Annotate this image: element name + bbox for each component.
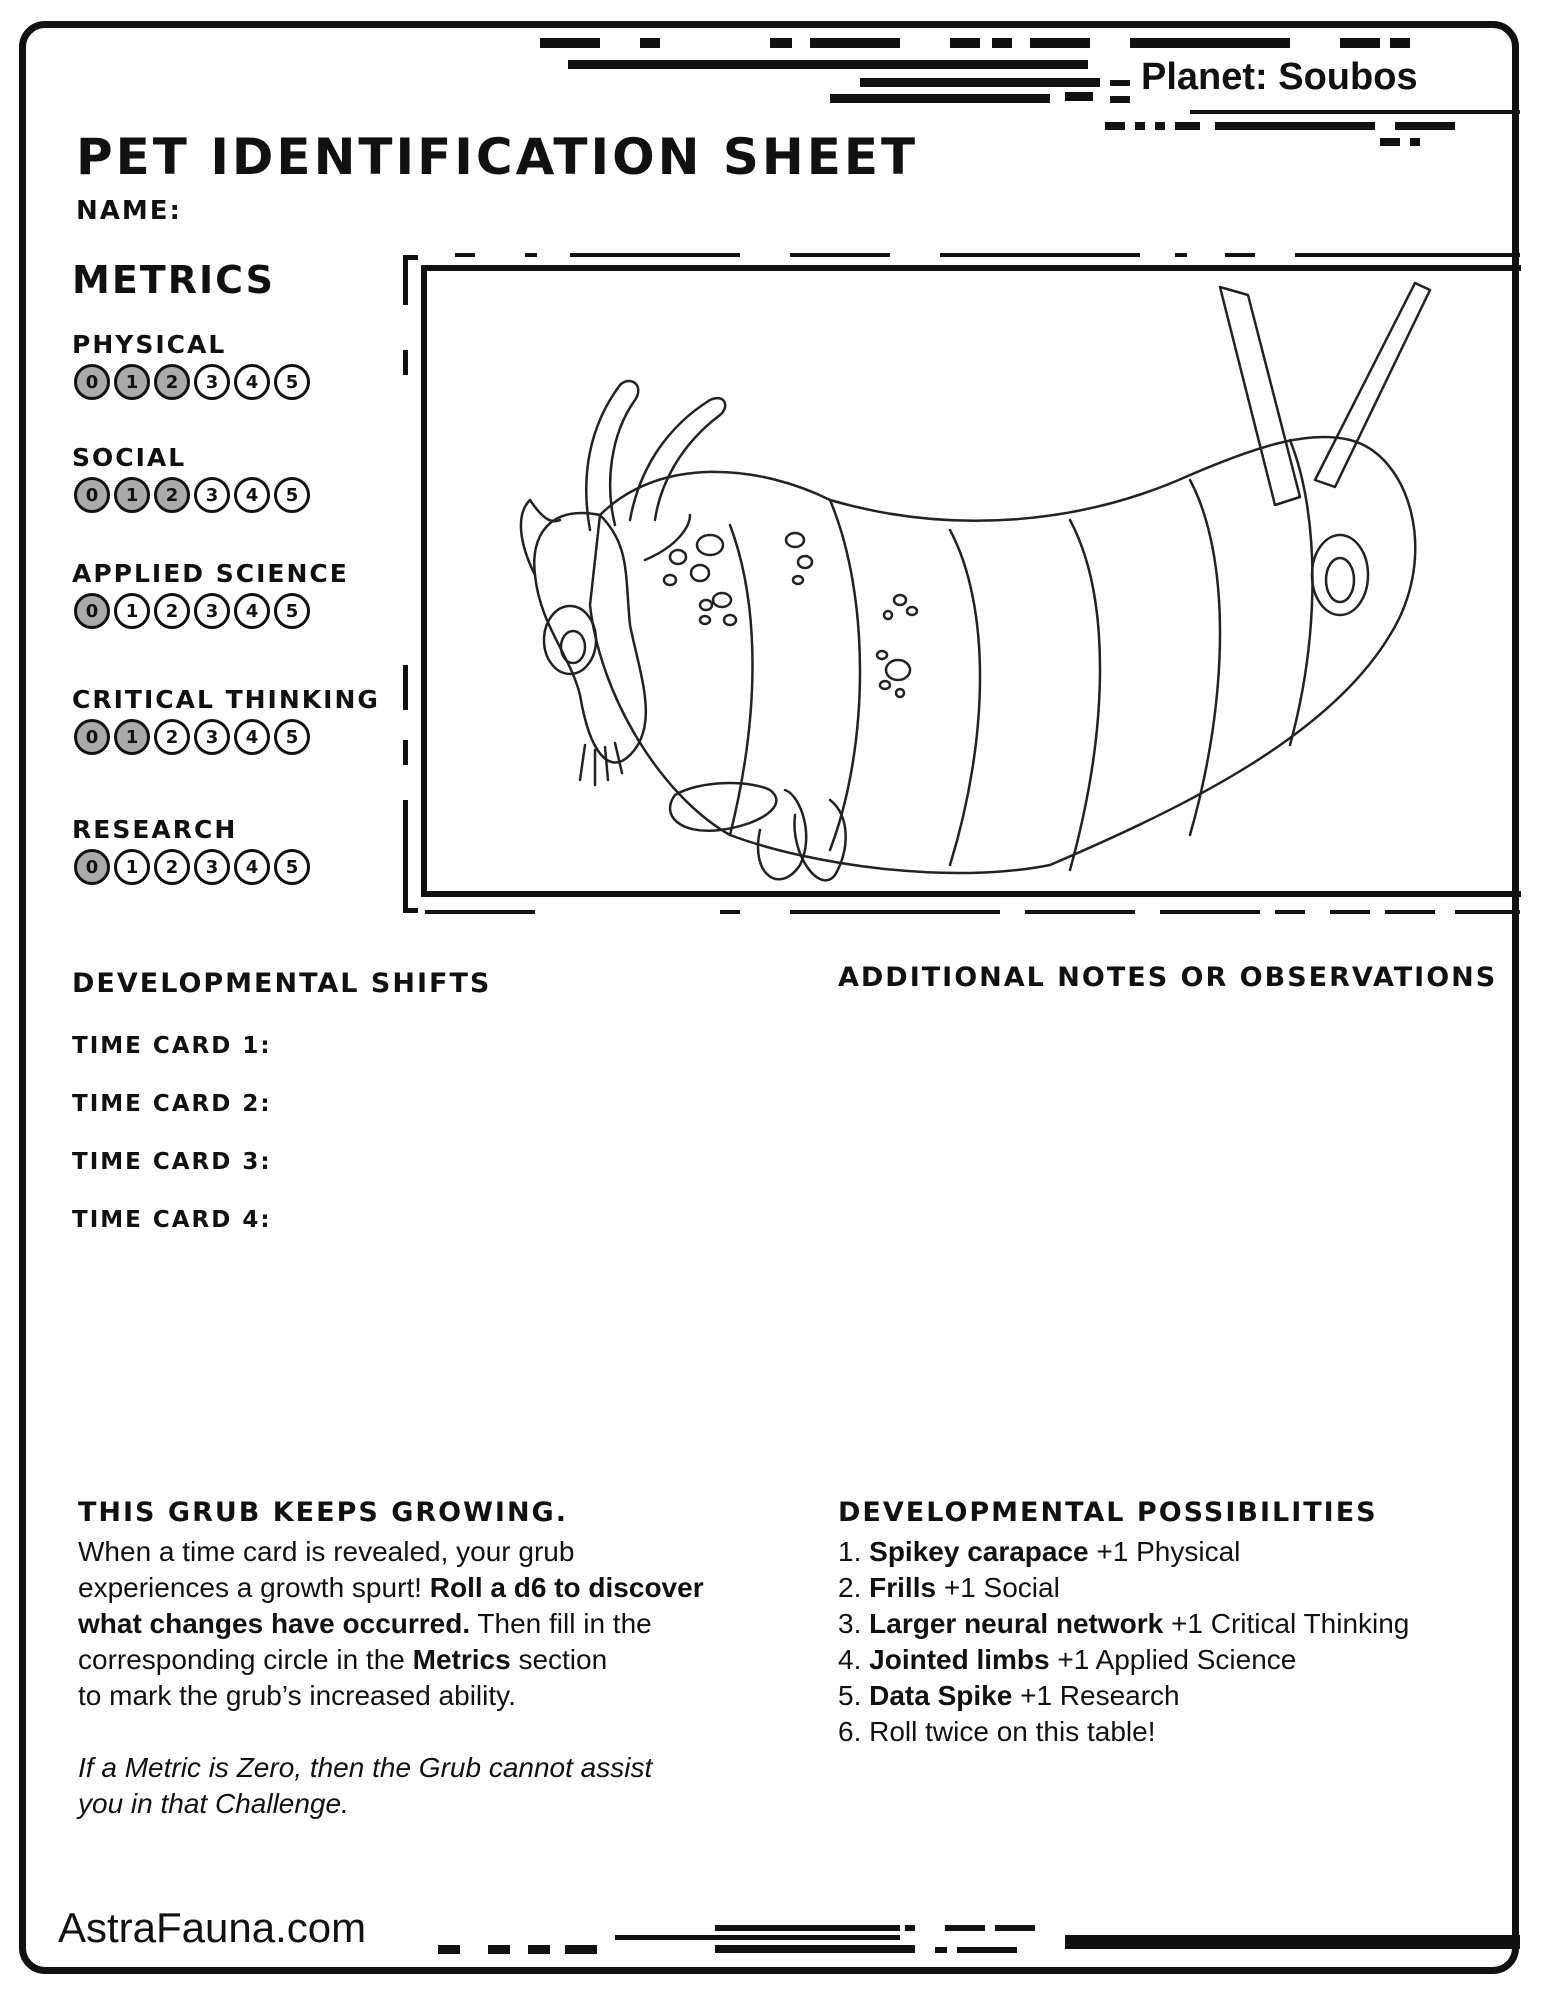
metric-circles (74, 849, 310, 885)
metric-circle[interactable]: 5 (274, 593, 310, 629)
metric-circle[interactable]: 4 (234, 364, 270, 400)
possibilities-list (838, 1534, 1498, 1750)
metric-label: CRITICAL THINKING (72, 685, 380, 714)
metric-circle[interactable]: 4 (234, 849, 270, 885)
grub-growing-text: When a time card is revealed, your grub experiences a growth spurt! Roll a d6 to discover what changes have occurred. Then fill in the corresponding circle in the Metrics section to mark the grub’s increased ability. If a Metric is Zero, then the Grub cannot assist you in that Challenge. (78, 1534, 778, 1822)
metric-circle[interactable]: 5 (274, 849, 310, 885)
metrics-title: METRICS (72, 258, 276, 302)
metric-circle[interactable]: 2 (154, 849, 190, 885)
time-card-1-label: TIME CARD 1: (72, 1033, 272, 1059)
metric-circle[interactable]: 5 (274, 477, 310, 513)
metric-circle[interactable]: 3 (194, 364, 230, 400)
metric-label: SOCIAL (72, 443, 187, 472)
metric-circles (74, 593, 310, 629)
metric-circle[interactable]: 4 (234, 593, 270, 629)
metric-circle[interactable]: 3 (194, 477, 230, 513)
possibilities-title: DEVELOPMENTAL POSSIBILITIES (838, 1497, 1378, 1528)
metric-circle[interactable]: 3 (194, 719, 230, 755)
metric-label: RESEARCH (72, 815, 238, 844)
metric-circle[interactable]: 1 (114, 593, 150, 629)
metric-circle[interactable]: 4 (234, 477, 270, 513)
time-card-3-label: TIME CARD 3: (72, 1149, 272, 1175)
metric-circles (74, 477, 310, 513)
metric-circle[interactable]: 1 (114, 477, 150, 513)
planet-label: Planet: Soubos (1141, 56, 1418, 98)
metric-circles (74, 719, 310, 755)
metric-circle[interactable]: 1 (114, 849, 150, 885)
possibility-item: 5. Data Spike +1 Research (838, 1680, 1180, 1711)
page-title: PET IDENTIFICATION SHEET (76, 128, 919, 186)
metric-circle[interactable]: 0 (74, 477, 110, 513)
name-label: NAME: (76, 196, 182, 226)
metric-circle[interactable]: 0 (74, 593, 110, 629)
metric-circle[interactable]: 5 (274, 719, 310, 755)
possibility-item: 1. Spikey carapace +1 Physical (838, 1536, 1241, 1567)
metric-circle[interactable]: 1 (114, 719, 150, 755)
metric-circle[interactable]: 0 (74, 364, 110, 400)
additional-notes-title: ADDITIONAL NOTES OR OBSERVATIONS (838, 962, 1498, 993)
metric-label: PHYSICAL (72, 330, 227, 359)
metric-circle[interactable]: 0 (74, 719, 110, 755)
developmental-shifts-title: DEVELOPMENTAL SHIFTS (72, 968, 492, 999)
metric-circle[interactable]: 4 (234, 719, 270, 755)
metric-circle[interactable]: 0 (74, 849, 110, 885)
time-card-4-label: TIME CARD 4: (72, 1207, 272, 1233)
metric-circle[interactable]: 3 (194, 593, 230, 629)
metric-circle[interactable]: 2 (154, 593, 190, 629)
metric-label: APPLIED SCIENCE (72, 559, 349, 588)
metric-circle[interactable]: 1 (114, 364, 150, 400)
possibility-item: 3. Larger neural network +1 Critical Thinking (838, 1608, 1410, 1639)
time-card-2-label: TIME CARD 2: (72, 1091, 272, 1117)
metric-circles (74, 364, 310, 400)
possibility-item: 2. Frills +1 Social (838, 1572, 1060, 1603)
metric-circle[interactable]: 2 (154, 477, 190, 513)
grub-illustration (430, 275, 1520, 885)
possibility-item: 4. Jointed limbs +1 Applied Science (838, 1644, 1297, 1675)
metric-circle[interactable]: 3 (194, 849, 230, 885)
zero-metric-note: If a Metric is Zero, then the Grub cannot assist (78, 1752, 653, 1783)
site-footer[interactable]: AstraFauna.com (58, 1904, 367, 1951)
possibility-item: 6. Roll twice on this table! (838, 1716, 1156, 1747)
metric-circle[interactable]: 2 (154, 719, 190, 755)
metric-circle[interactable]: 5 (274, 364, 310, 400)
metric-circle[interactable]: 2 (154, 364, 190, 400)
grub-growing-title: THIS GRUB KEEPS GROWING. (78, 1497, 568, 1528)
